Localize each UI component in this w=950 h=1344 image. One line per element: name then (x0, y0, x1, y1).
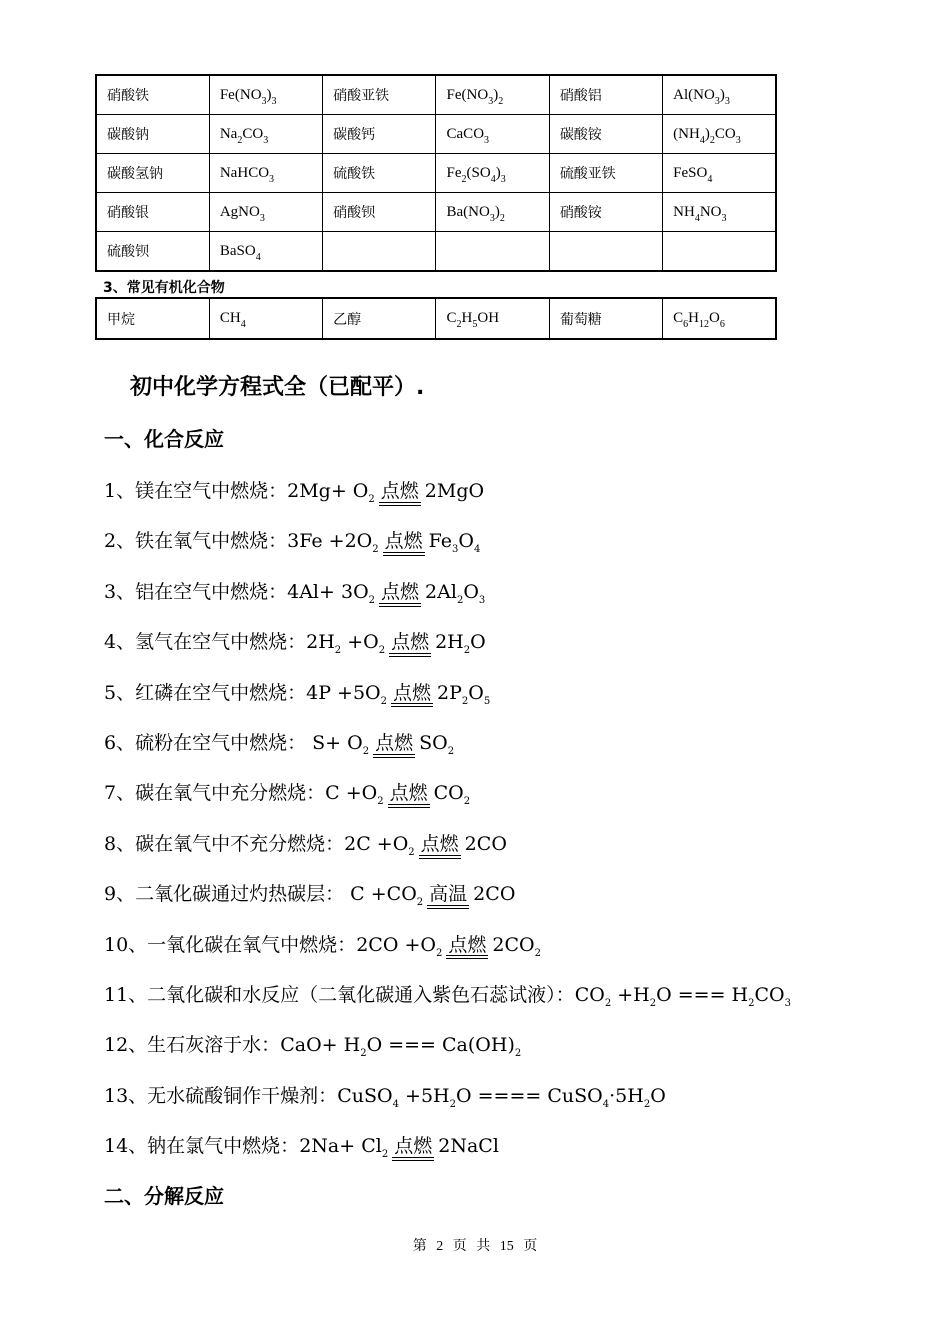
equation-item (104, 577, 485, 607)
equation-label: 10、一氧化碳在氧气中燃烧： (104, 933, 357, 956)
equation-products: 2CO (464, 832, 507, 855)
compound-name-cell: 碳酸铵 (549, 115, 662, 154)
compound-formula-cell: $CH_4$ (209, 298, 322, 339)
equation-label: 4、氢气在空气中燃烧： (104, 631, 307, 654)
equation-reactants: $2CO +O_2$ (356, 933, 443, 959)
compound-formula-cell: $Na_2CO_3$ (209, 115, 322, 154)
equation-products: $2CO_2$ (492, 933, 541, 959)
equation-products: 2CO (473, 883, 516, 906)
equation-item (104, 1131, 499, 1161)
equation-reactants: $CaO+ H_2O$ === $Ca(OH)_2$ (280, 1034, 522, 1060)
page-footer: 第 2 页 共 15 页 (412, 1239, 538, 1254)
reaction-condition: 点燃 (383, 531, 425, 556)
compound-name-cell: 硫酸亚铁 (549, 154, 662, 193)
reaction-condition: 点燃 (373, 733, 415, 758)
reaction-condition: 点燃 (392, 1136, 434, 1161)
equation-products: $2P_2O_5$ (437, 681, 491, 707)
compound-name-cell: 葡萄糖 (549, 298, 662, 339)
table-row (96, 298, 776, 339)
equation-products: $Fe_3O_4$ (428, 530, 481, 556)
reaction-condition: 点燃 (391, 683, 433, 708)
equation-label: 2、铁在氧气中燃烧： (104, 530, 288, 553)
reaction-condition: 高温 (427, 884, 469, 909)
table-row (96, 232, 776, 272)
equation-reactants: $2Na+ Cl_2$ (299, 1135, 389, 1161)
equation-products: $2Al_2O_3$ (425, 580, 486, 606)
reaction-condition: 点燃 (389, 632, 431, 657)
compound-name-cell: 碳酸氢钠 (96, 154, 209, 193)
equation-item (104, 476, 484, 506)
compound-name-cell: 硫酸钡 (96, 232, 209, 272)
compound-name-cell: 碳酸钙 (323, 115, 436, 154)
section-1-heading: 一、化合反应 (104, 427, 224, 451)
equation-item (104, 526, 480, 556)
reaction-condition: 点燃 (419, 834, 461, 859)
organic-compounds-table (95, 297, 777, 340)
compound-name-cell: 甲烷 (96, 298, 209, 339)
equation-label: 7、碳在氧气中充分燃烧： (104, 782, 326, 805)
equation-products: 2NaCl (438, 1135, 499, 1158)
compound-formula-cell: $NH_4NO_3$ (663, 193, 776, 232)
compound-formula-cell: CaCO$_3$ (436, 115, 549, 154)
equation-label: 1、镁在空气中燃烧： (104, 480, 288, 502)
compound-formula-cell: $Fe(NO_3)_2$ (436, 75, 549, 115)
compound-name-cell: 硫酸铁 (323, 154, 436, 193)
reaction-condition: 点燃 (388, 783, 430, 808)
equation-label: 8、碳在氧气中不充分燃烧： (104, 832, 345, 855)
compound-formula-cell: AgNO$_3$ (209, 193, 322, 232)
equation-item (104, 778, 470, 808)
compound-formula-cell: FeSO$_4$ (663, 154, 776, 193)
compound-name-cell: 碳酸钠 (96, 115, 209, 154)
equation-label: 13、无水硫酸铜作干燥剂： (104, 1084, 338, 1107)
equation-products: 2MgO (424, 480, 485, 502)
equation-products: $CO_2$ (433, 782, 471, 808)
equation-reactants: $C +CO_2$ (350, 883, 424, 909)
compound-formula-cell: NaHCO$_3$ (209, 154, 322, 193)
compound-formula-cell: $C_6H_{12}O_6$ (663, 298, 776, 339)
equation-products: $2H_2O$ (435, 631, 486, 657)
inorganic-compounds-table (95, 74, 777, 272)
equation-item (104, 627, 486, 657)
equation-reactants: $S+ O_2$ (312, 732, 370, 757)
page-title: 初中化学方程式全（已配平）. (130, 375, 425, 400)
compound-name-cell: 硝酸银 (96, 193, 209, 232)
compound-formula-cell (663, 232, 776, 272)
table-row (96, 115, 776, 154)
compound-name-cell: 硝酸钡 (323, 193, 436, 232)
section-2-heading: 二、分解反应 (104, 1184, 224, 1208)
reaction-condition: 点燃 (446, 935, 488, 960)
compound-name-cell: 硝酸铵 (549, 193, 662, 232)
section-3-heading: 3、常见有机化合物 (103, 280, 225, 296)
compound-formula-cell: BaSO$_4$ (209, 232, 322, 272)
equation-reactants: $4Al+ 3O_2$ (287, 580, 376, 606)
equation-item (104, 1081, 666, 1108)
equation-reactants: $CO_2 +H_2O$ === $H_2CO_3$ (574, 984, 791, 1009)
compound-name-cell (549, 232, 662, 272)
equation-reactants: $2Mg+ O_2$ (287, 480, 375, 505)
equation-reactants: CuSO$_4$ $+5H_2O$ ==== $CuSO_4\cdot 5H_2O$ (337, 1084, 666, 1110)
compound-formula-cell: $Fe_2(SO_4)_3$ (436, 154, 549, 193)
equation-label: 9、二氧化碳通过灼热碳层： (104, 883, 345, 906)
compound-formula-cell: $Ba(NO_3)_2$ (436, 193, 549, 232)
equation-reactants: $2C +O_2$ (344, 832, 415, 858)
equation-item (104, 728, 454, 758)
table-row (96, 193, 776, 232)
equation-products: $SO_2$ (419, 732, 455, 757)
equation-label: 12、生石灰溶于水： (104, 1034, 281, 1057)
compound-formula-cell: $(NH_4)_2CO_3$ (663, 115, 776, 154)
equation-item (104, 1030, 522, 1060)
compound-name-cell: 硝酸亚铁 (323, 75, 436, 115)
reaction-condition: 点燃 (379, 582, 421, 607)
compound-name-cell: 乙醇 (323, 298, 436, 339)
compound-formula-cell: $Fe(NO_3)_3$ (209, 75, 322, 115)
equation-label: 6、硫粉在空气中燃烧： (104, 732, 307, 754)
reaction-condition: 点燃 (379, 481, 421, 506)
compound-formula-cell: $C_2H_5OH$ (436, 298, 549, 339)
table-row (96, 154, 776, 193)
equation-label: 14、钠在氯气中燃烧： (104, 1135, 300, 1158)
compound-name-cell (323, 232, 436, 272)
compound-formula-cell (436, 232, 549, 272)
equation-item (104, 930, 541, 960)
equation-reactants: $C +O_2$ (325, 782, 384, 808)
equation-label: 11、二氧化碳和水反应（二氧化碳通入紫色石蕊试液）： (104, 984, 575, 1006)
compound-name-cell: 硝酸铁 (96, 75, 209, 115)
table-row (96, 75, 776, 115)
equation-label: 5、红磷在空气中燃烧： (104, 681, 307, 704)
equation-item (104, 829, 507, 859)
equation-item (104, 879, 515, 909)
equation-reactants: $4P +5O_2$ (306, 681, 387, 707)
equation-reactants: $2H_2 +O_2$ (306, 631, 386, 657)
equation-item (104, 678, 490, 708)
equation-item (104, 980, 791, 1007)
equation-reactants: $3Fe +2O_2$ (287, 530, 379, 556)
compound-formula-cell: $Al(NO_3)_3$ (663, 75, 776, 115)
equation-label: 3、铝在空气中燃烧： (104, 580, 288, 603)
compound-name-cell: 硝酸铝 (549, 75, 662, 115)
